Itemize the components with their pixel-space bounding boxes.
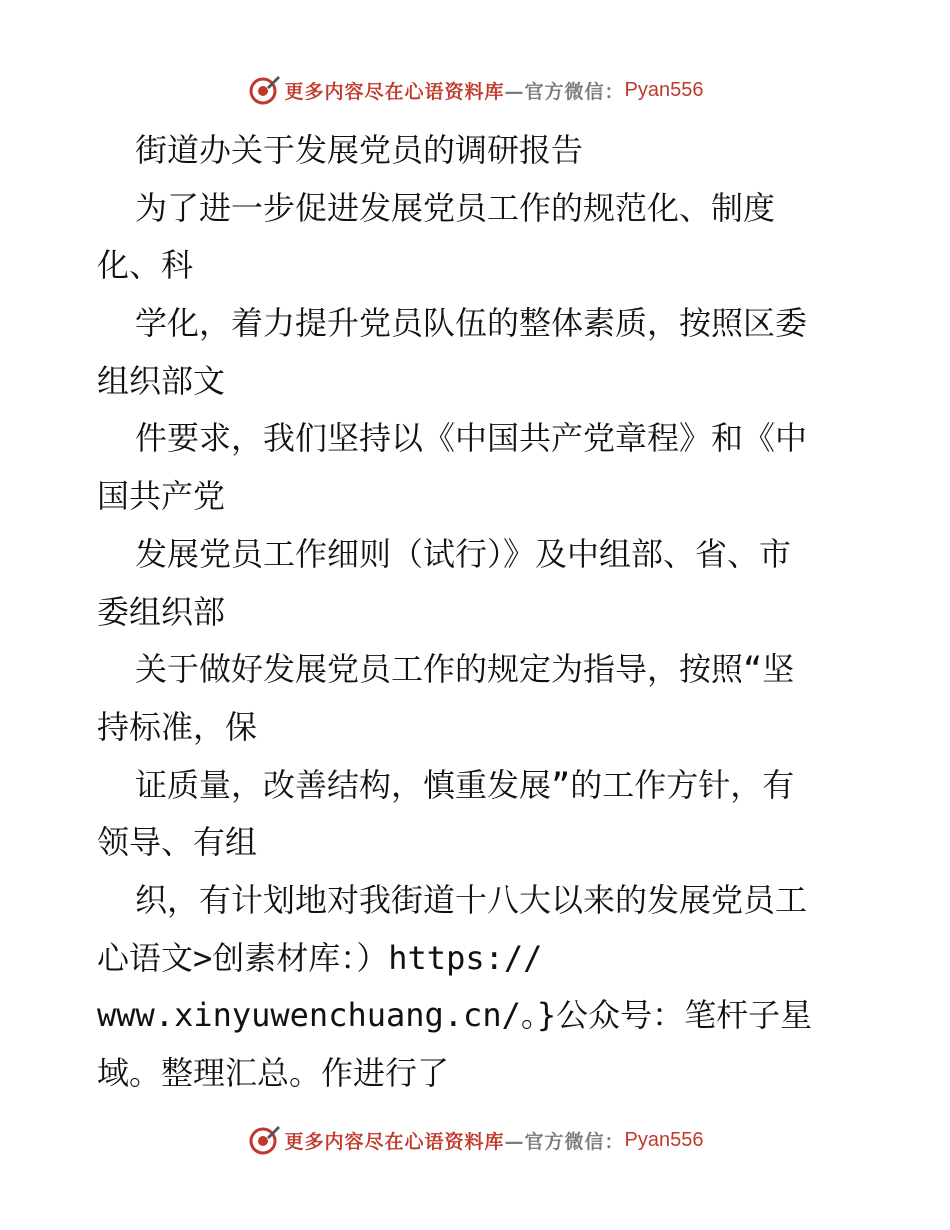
text-line: 域。整理汇总。作进行了	[97, 1054, 450, 1092]
text-line: 持标准，保	[97, 707, 258, 746]
text-line: 证质量，改善结构，慎重发展”的工作方针，有	[135, 765, 795, 804]
text-line: 委组织部	[97, 592, 226, 631]
watermark-wechat-id: Pyan556	[624, 78, 704, 101]
text-line: 件要求，我们坚持以《中国共产党章程》和《中	[135, 419, 808, 458]
text-line: 发展党员工作细则（试行）》及中组部、省、市	[135, 534, 792, 573]
text-line: 织，有计划地对我街道十八大以来的发展党员工	[135, 880, 808, 919]
text-line: 国共产党	[97, 477, 226, 516]
text-line: 为了进一步促进发展党员工作的规范化、制度	[135, 188, 776, 227]
text-line: 学化，着力提升党员队伍的整体素质，按照区委	[135, 304, 808, 343]
text-line: 领导、有组	[97, 823, 258, 862]
footer-watermark-banner	[0, 1120, 950, 1160]
pen-logo-icon	[247, 1123, 281, 1157]
document-title: 街道办关于发展党员的调研报告	[135, 131, 584, 169]
watermark-site-text: 更多内容尽在心语资料库	[284, 1130, 505, 1153]
text-line: 关于做好发展党员工作的规定为指导，按照“坚	[135, 650, 795, 689]
pen-logo-icon	[247, 73, 281, 107]
text-line: 心语文>创素材库：）https://	[97, 938, 543, 977]
text-line-url: www.xinyuwenchuang.cn/。}公众号：笔杆子星	[97, 996, 813, 1035]
watermark-wechat-label: —官方微信：	[504, 1130, 625, 1153]
text-line: 化、科	[97, 246, 194, 285]
watermark-wechat-id: Pyan556	[624, 1128, 704, 1151]
document-body	[97, 122, 867, 1103]
watermark-wechat-label: —官方微信：	[504, 80, 625, 103]
header-watermark-banner	[0, 70, 950, 110]
watermark-site-text: 更多内容尽在心语资料库	[284, 80, 505, 103]
text-line: 组织部文	[97, 361, 226, 400]
